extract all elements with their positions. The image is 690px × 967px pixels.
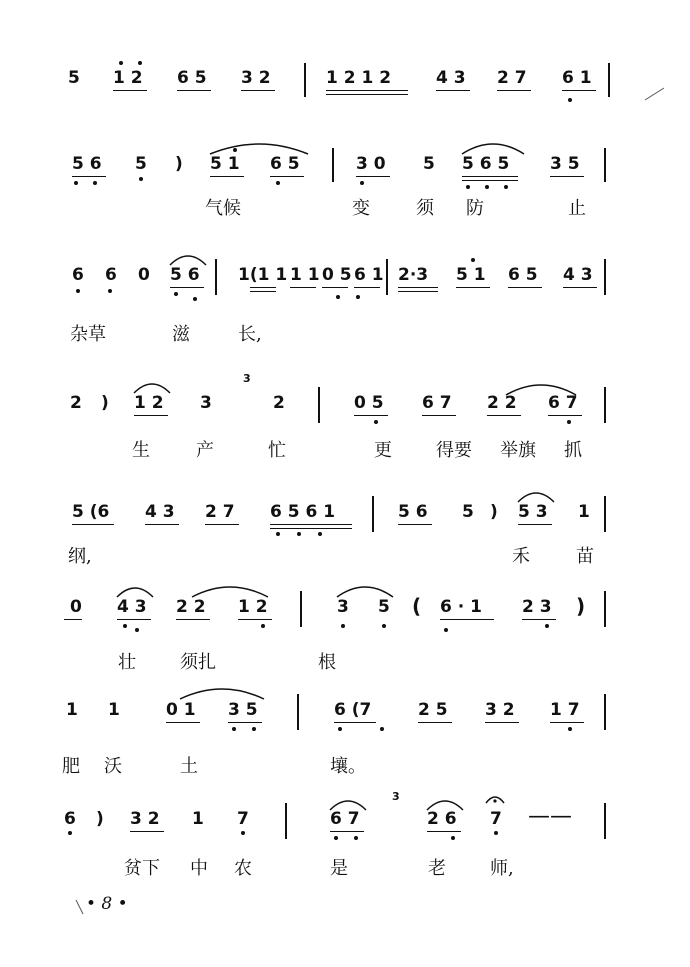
underline xyxy=(250,291,276,292)
note-group: 2 3 xyxy=(522,597,552,617)
underline xyxy=(462,180,518,181)
octave-dot xyxy=(354,836,358,840)
underline xyxy=(522,619,556,620)
octave-dot xyxy=(356,295,360,299)
scan-mark xyxy=(644,86,666,102)
octave-dot xyxy=(108,289,112,293)
note-group: 6 5 xyxy=(508,265,538,285)
note-group: 2 2 xyxy=(176,597,206,617)
underline xyxy=(270,528,352,529)
lyric: 生 xyxy=(132,440,150,461)
underline xyxy=(487,415,521,416)
underline xyxy=(134,415,168,416)
underline xyxy=(64,619,82,620)
barline xyxy=(386,259,388,295)
underline xyxy=(356,176,390,177)
octave-dot xyxy=(276,532,280,536)
lyric: 气候 xyxy=(205,198,241,219)
note: 1 xyxy=(108,700,120,720)
lyric: 举旗 xyxy=(500,440,536,461)
slur xyxy=(460,136,526,156)
note: 1 xyxy=(192,809,204,829)
paren: ( xyxy=(412,594,422,618)
underline xyxy=(270,176,304,177)
note-group: 4 3 xyxy=(563,265,593,285)
note-group: 5 6 xyxy=(170,265,200,285)
lyric: 禾 xyxy=(512,546,530,567)
note-group: 4 3 xyxy=(436,68,466,88)
slur xyxy=(335,579,395,599)
octave-dot xyxy=(276,181,280,185)
underline xyxy=(228,722,262,723)
note-group: 3 0 xyxy=(356,154,386,174)
octave-dot xyxy=(93,181,97,185)
note-group: 1 1 xyxy=(290,265,320,285)
note: 5 xyxy=(378,597,390,617)
barline xyxy=(604,694,606,730)
lyric: 抓 xyxy=(564,440,582,461)
paren: ) xyxy=(576,594,586,618)
note: 5 xyxy=(423,154,435,174)
lyric: 肥 xyxy=(62,756,80,777)
underline xyxy=(418,722,452,723)
note-group: 2 7 xyxy=(205,502,235,522)
underline xyxy=(456,287,490,288)
note: 7 xyxy=(237,809,249,829)
note-group: 6 7 xyxy=(330,809,360,829)
paren: ) xyxy=(101,393,109,413)
note: 0 xyxy=(70,597,82,617)
underline xyxy=(176,619,210,620)
scan-mark xyxy=(74,898,86,916)
underline xyxy=(117,619,151,620)
octave-dot xyxy=(382,624,386,628)
underline xyxy=(462,176,518,177)
lyric: 产 xyxy=(196,440,214,461)
note-group: 5 6 xyxy=(398,502,428,522)
lyric: 纲, xyxy=(68,546,92,567)
barline xyxy=(604,259,606,295)
octave-dot xyxy=(241,831,245,835)
note-group: 5 1 xyxy=(210,154,240,174)
octave-dot xyxy=(568,98,572,102)
underline xyxy=(326,90,408,91)
underline xyxy=(238,619,272,620)
lyric: 杂草 xyxy=(70,324,106,345)
note-group: 3 2 xyxy=(130,809,160,829)
underline xyxy=(72,176,106,177)
note-group: 0 5 xyxy=(322,265,352,285)
slur xyxy=(132,377,172,395)
note-group: 1 2 1 2 xyxy=(326,68,392,88)
lyric: 更 xyxy=(374,440,392,461)
note-group: 0 5 xyxy=(354,393,384,413)
barline xyxy=(300,591,302,627)
underline xyxy=(398,287,438,288)
lyric: 中 xyxy=(190,858,208,879)
lyric: 壤。 xyxy=(330,756,366,777)
note-group: 5 6 5 xyxy=(462,154,510,174)
barline xyxy=(285,803,287,839)
note: 6 xyxy=(64,809,76,829)
note-group: 1(1 1 xyxy=(238,265,288,285)
note-group: 1 2 xyxy=(238,597,268,617)
note: 5 xyxy=(135,154,147,174)
note-group: 3 2 xyxy=(485,700,515,720)
lyric: 须扎 xyxy=(180,652,216,673)
octave-dot xyxy=(380,727,384,731)
lyric: 师, xyxy=(490,858,514,879)
octave-dot xyxy=(341,624,345,628)
paren: ) xyxy=(96,809,104,829)
octave-dot xyxy=(123,624,127,628)
octave-dot xyxy=(119,61,123,65)
underline xyxy=(72,524,114,525)
octave-dot xyxy=(76,289,80,293)
note: 1 xyxy=(66,700,78,720)
slur xyxy=(190,579,270,599)
barline xyxy=(372,496,374,532)
octave-dot xyxy=(68,831,72,835)
slur xyxy=(115,581,155,599)
note: 7 xyxy=(490,809,502,829)
octave-dot xyxy=(338,727,342,731)
lyric: 壮 xyxy=(118,652,136,673)
octave-dot xyxy=(568,727,572,731)
note-group: 2 6 xyxy=(427,809,457,829)
note-group: 0 1 xyxy=(166,700,196,720)
underline xyxy=(205,524,239,525)
underline xyxy=(130,831,164,832)
barline xyxy=(604,803,606,839)
slur xyxy=(208,136,310,156)
note-group: 6 7 xyxy=(422,393,452,413)
underline xyxy=(398,524,432,525)
note-group: 5 1 xyxy=(456,265,486,285)
underline xyxy=(485,722,519,723)
note: 6 xyxy=(72,265,84,285)
underline xyxy=(497,90,531,91)
underline xyxy=(322,287,348,288)
note-group: 4 3 xyxy=(117,597,147,617)
underline xyxy=(145,524,179,525)
underline xyxy=(550,176,584,177)
octave-dot xyxy=(297,532,301,536)
lyric: 农 xyxy=(234,858,252,879)
octave-dot xyxy=(252,727,256,731)
underline xyxy=(563,287,597,288)
lyric: 变 xyxy=(352,198,370,219)
underline xyxy=(170,287,204,288)
octave-dot xyxy=(504,185,508,189)
octave-dot xyxy=(334,836,338,840)
lyric: 防 xyxy=(466,198,484,219)
octave-dot xyxy=(174,292,178,296)
note: 6 xyxy=(105,265,117,285)
octave-dot xyxy=(545,624,549,628)
note-group: 2 2 xyxy=(487,393,517,413)
note-group: 2·3 xyxy=(398,265,429,285)
octave-dot xyxy=(360,181,364,185)
lyric: 苗 xyxy=(576,546,594,567)
note-group: 6 7 xyxy=(548,393,578,413)
lyric: 贫下 xyxy=(124,858,160,879)
slur xyxy=(504,377,578,397)
note-group: 6 1 xyxy=(562,68,592,88)
octave-dot xyxy=(135,628,139,632)
underline xyxy=(440,619,494,620)
octave-dot xyxy=(466,185,470,189)
octave-dot xyxy=(471,258,475,262)
slur xyxy=(168,249,208,267)
slur xyxy=(516,486,556,504)
note-group: 3 2 xyxy=(241,68,271,88)
underline xyxy=(508,287,542,288)
note-group: 2 5 xyxy=(418,700,448,720)
slur xyxy=(425,794,465,812)
underline xyxy=(270,524,352,525)
underline xyxy=(354,415,388,416)
underline xyxy=(326,94,408,95)
note-group: 3 5 xyxy=(228,700,258,720)
note-group: 6 5 xyxy=(177,68,207,88)
barline xyxy=(604,496,606,532)
octave-dot xyxy=(138,61,142,65)
octave-dot xyxy=(232,727,236,731)
note: 3 xyxy=(337,597,349,617)
slur xyxy=(328,794,368,812)
underline xyxy=(113,90,147,91)
octave-dot xyxy=(74,181,78,185)
note-group: 1 2 xyxy=(134,393,164,413)
lyric: 沃 xyxy=(104,756,122,777)
note-group: 6 5 6 1 xyxy=(270,502,336,522)
underline xyxy=(398,291,438,292)
underline xyxy=(354,287,380,288)
underline xyxy=(427,831,461,832)
lyric: 是 xyxy=(330,858,348,879)
underline xyxy=(550,722,584,723)
barline xyxy=(318,387,320,423)
underline xyxy=(548,415,582,416)
grace-note: 3 xyxy=(392,790,400,803)
barline xyxy=(215,259,217,295)
note-group: 6 (7 xyxy=(334,700,372,720)
barline xyxy=(604,591,606,627)
lyric: 老 xyxy=(428,858,446,879)
underline xyxy=(436,90,470,91)
grace-note: 3 xyxy=(243,372,251,385)
lyric: 止 xyxy=(568,198,586,219)
slur xyxy=(178,681,266,701)
underline xyxy=(562,90,596,91)
barline xyxy=(332,148,334,182)
paren: ) xyxy=(175,154,183,174)
underline xyxy=(290,287,316,288)
underline xyxy=(518,524,552,525)
octave-dot xyxy=(374,420,378,424)
note: 0 xyxy=(138,265,150,285)
octave-dot xyxy=(336,295,340,299)
underline xyxy=(250,287,276,288)
note: 2 xyxy=(70,393,82,413)
underline xyxy=(330,831,364,832)
fermata xyxy=(484,793,506,805)
note-group: 2 7 xyxy=(497,68,527,88)
octave-dot xyxy=(261,624,265,628)
octave-dot xyxy=(494,831,498,835)
octave-dot xyxy=(567,420,571,424)
lyric: 长, xyxy=(238,324,262,345)
note-group: 5 (6 xyxy=(72,502,110,522)
octave-dot xyxy=(444,628,448,632)
octave-dot xyxy=(451,836,455,840)
octave-dot xyxy=(485,185,489,189)
note: 5 xyxy=(462,502,474,522)
lyric: 得要 xyxy=(436,440,472,461)
note-group: 1 2 xyxy=(113,68,143,88)
note-group: 6 5 xyxy=(270,154,300,174)
barline xyxy=(304,63,306,97)
lyric: 土 xyxy=(180,756,198,777)
barline xyxy=(608,63,610,97)
barline xyxy=(604,387,606,423)
lyric: 须 xyxy=(416,198,434,219)
note: 1 xyxy=(578,502,590,522)
underline xyxy=(334,722,376,723)
barline xyxy=(604,148,606,182)
underline xyxy=(241,90,275,91)
underline xyxy=(210,176,244,177)
lyric: 忙 xyxy=(268,440,286,461)
octave-dot xyxy=(318,532,322,536)
octave-dot xyxy=(193,297,197,301)
lyric: 滋 xyxy=(172,324,190,345)
page-number: • 8 • xyxy=(86,894,128,914)
note-group: 5 6 xyxy=(72,154,102,174)
note: 5 xyxy=(68,68,80,88)
paren: ) xyxy=(490,502,498,522)
underline xyxy=(422,415,456,416)
lyric: 根 xyxy=(318,652,336,673)
dash-sustain: —— xyxy=(528,804,572,829)
octave-dot xyxy=(139,177,143,181)
note: 2 xyxy=(273,393,285,413)
note-group: 4 3 xyxy=(145,502,175,522)
note-group: 1 7 xyxy=(550,700,580,720)
note-group: 5 3 xyxy=(518,502,548,522)
note: 3 xyxy=(200,393,212,413)
note-group: 3 5 xyxy=(550,154,580,174)
underline xyxy=(166,722,200,723)
underline xyxy=(177,90,211,91)
note-group: 6 1 xyxy=(354,265,384,285)
note-group: 6 · 1 xyxy=(440,597,482,617)
barline xyxy=(297,694,299,730)
octave-dot xyxy=(233,148,237,152)
